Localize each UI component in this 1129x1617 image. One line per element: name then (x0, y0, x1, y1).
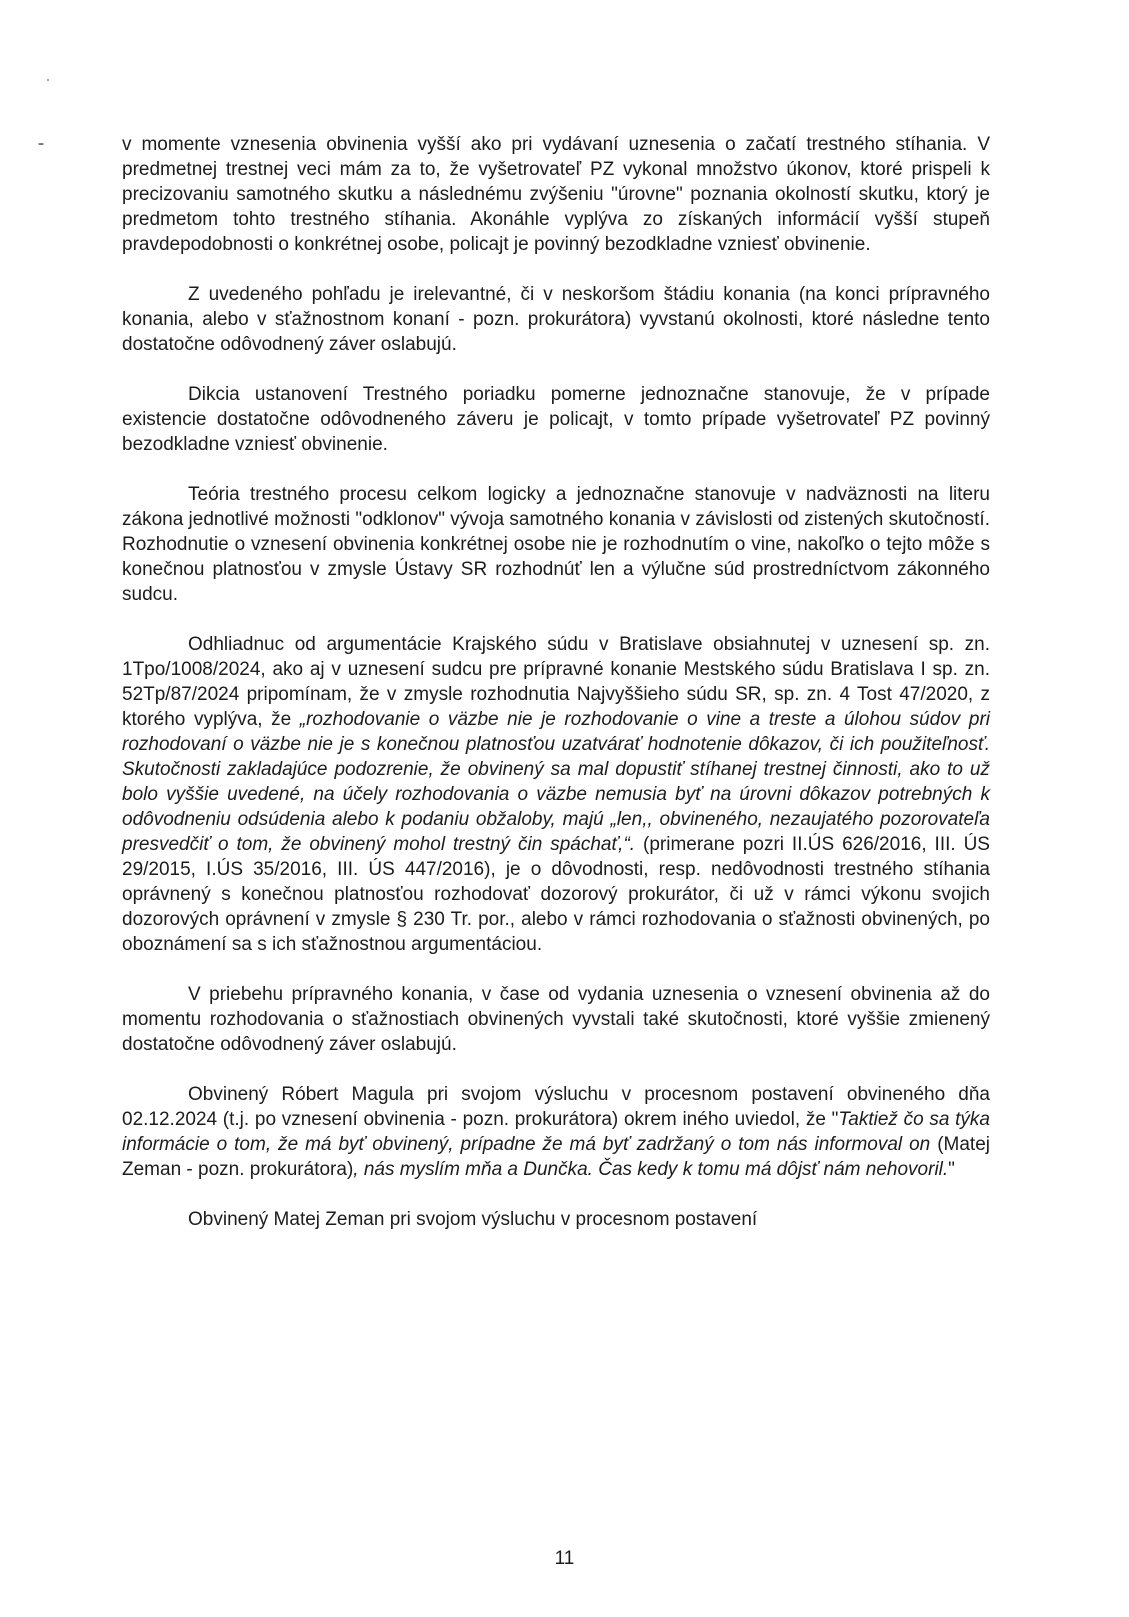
page-number: 11 (554, 1548, 575, 1569)
paragraph-6: V priebehu prípravného konania, v čase od vydania uznesenia o vznesení obvinenia až do momentu rozhodovania o sťažnostiach obvinených vyvstali také skutočnosti, ktoré vyššie zmienený dostatočne odôvodnený záver oslabujú. (122, 984, 990, 1055)
paragraph-5-conclusion: (primerane pozri II.ÚS 626/2016, III. ÚS 29/2015, I.ÚS 35/2016, III. ÚS 447/2016), je o dôvodnosti, resp. nedôvodnosti trestného stíhania oprávnený s konečnou platnosťou rozhodovať dozorový prokurátor, či už v rámci výkonu svojich dozorových oprávnení v zmysle § 230 Tr. por., alebo v rámci rozhodovania o sťažnosti obvinených, po oboznámení sa s ich sťažnostnou argumentáciou. (122, 834, 990, 955)
testimony-quote-part-1: Taktiež čo sa týka informácie o tom, že má byť obvinený, prípadne že má byť zadržaný o tom nás informoval on (122, 1109, 990, 1155)
paragraph-5-intro: Odhliadnuc od argumentácie Krajského súdu v Bratislave obsiahnutej v uznesení sp. zn. 1Tpo/1008/2024, ako aj v uznesení sudcu pre prípravné konanie Mestského súdu Bratislava I sp. zn. 52Tp/87/2024 pripomínam, že v zmysle rozhodnutia Najvyššieho súdu SR, sp. zn. 4 Tost 47/2020, z ktorého vyplýva, že (122, 634, 990, 730)
paragraph-1: v momente vznesenia obvinenia vyšší ako pri vydávaní uznesenia o začatí trestného stíhania. V predmetnej trestnej veci mám za to, že vyšetrovateľ PZ vykonal množstvo úkonov, ktoré prispeli k precizovaniu samotného skutku a následnému zvýšeniu "úrovne" poznania okolností skutku, ktorý je predmetom tohto trestného stíhania. Akonáhle vyplýva zo získaných informácií vyšší stupeň pravdepodobnosti o konkrétnej osobe, policajt je povinný bezodkladne vzniesť obvinenie. (122, 134, 990, 255)
paragraph-5 (122, 632, 990, 957)
supreme-court-quote: „rozhodovanie o väzbe nie je rozhodovanie o vine a treste a úlohou súdov pri rozhodovaní o väzbe nie je s konečnou platnosťou uzatvárať hodnotenie dôkazov, či ich použiteľnosť. Skutočnosti zakladajúce podozrenie, že obvinený sa mal dopustiť stíhanej trestnej činnosti, ako to už bolo vyššie uvedené, na účely rozhodovania o väzbe nemusia byť na úrovni dôkazov potrebných k odôvodneniu odsúdenia alebo k podaniu obžaloby, majú „len,, obvineného, nezaujatého pozorovateľa presvedčiť o tom, že obvinený mohol trestný čin spáchať,“. (122, 709, 990, 855)
paragraph-7-intro: Obvinený Róbert Magula pri svojom výsluchu v procesnom postavení obvineného dňa 02.12.2024 (t.j. po vznesení obvinenia - pozn. prokurátora) okrem iného uviedol, že " (122, 1084, 990, 1130)
document-body (122, 132, 990, 1257)
closing-quote-mark: " (948, 1159, 955, 1180)
paragraph-2: Z uvedeného pohľadu je irelevantné, či v neskoršom štádiu konania (na konci prípravného konania, alebo v sťažnostnom konaní - pozn. prokurátora) vyvstanú okolnosti, ktoré následne tento dostatočne odôvodnený záver oslabujú. (122, 284, 990, 355)
paragraph-7 (122, 1082, 990, 1182)
scan-artifact (38, 143, 44, 145)
paragraph-3: Dikcia ustanovení Trestného poriadku pomerne jednoznačne stanovuje, že v prípade existencie dostatočne odôvodneného záveru je policajt, v tomto prípade vyšetrovateľ PZ povinný bezodkladne vzniesť obvinenie. (122, 384, 990, 455)
testimony-quote-part-2: , nás myslím mňa a Dunčka. Čas kedy k tomu má dôjsť nám nehovoril. (353, 1159, 949, 1180)
paragraph-8: Obvinený Matej Zeman pri svojom výsluchu v procesnom postavení (188, 1209, 758, 1230)
prosecutor-note: (Matej Zeman - pozn. prokurátora) (122, 1134, 990, 1180)
scan-artifact (47, 79, 49, 81)
paragraph-4: Teória trestného procesu celkom logicky a jednoznačne stanovuje v nadväznosti na literu zákona jednotlivé možnosti "odklonov" vývoja samotného konania v závislosti od zistených skutočností. Rozhodnutie o vznesení obvinenia konkrétnej osobe nie je rozhodnutím o vine, nakoľko o tejto môže s konečnou platnosťou v zmysle Ústavy SR rozhodnúť len a výlučne súd prostredníctvom zákonného sudcu. (122, 484, 990, 605)
